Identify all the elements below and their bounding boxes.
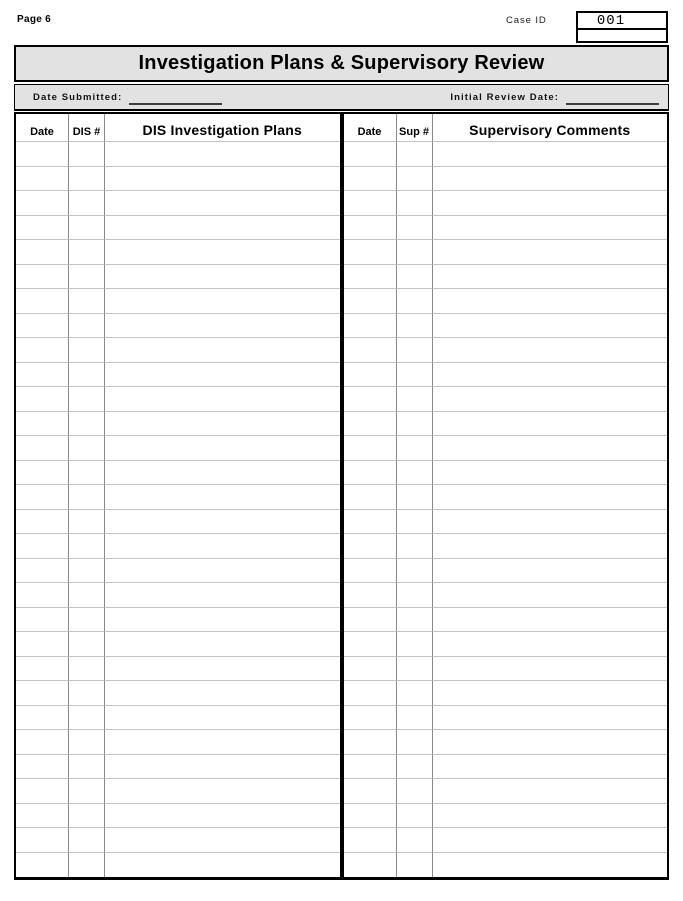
table-cell[interactable] bbox=[69, 412, 105, 437]
table-cell[interactable] bbox=[16, 510, 69, 535]
table-cell[interactable] bbox=[69, 608, 105, 633]
fields-bar bbox=[14, 84, 669, 111]
table-cell[interactable] bbox=[16, 828, 69, 853]
table-cell[interactable] bbox=[433, 412, 668, 437]
table-cell[interactable] bbox=[397, 583, 433, 608]
table-cell[interactable] bbox=[105, 338, 340, 363]
case-id-label: Case ID bbox=[506, 15, 547, 26]
table-cell[interactable] bbox=[16, 240, 69, 265]
table-cell[interactable] bbox=[69, 265, 105, 290]
table-cell[interactable] bbox=[344, 436, 397, 461]
table-cell[interactable] bbox=[433, 583, 668, 608]
table-cell[interactable] bbox=[344, 485, 397, 510]
table-cell[interactable] bbox=[69, 387, 105, 412]
table-cell[interactable] bbox=[69, 191, 105, 216]
table-cell[interactable] bbox=[105, 363, 340, 388]
table-cell[interactable] bbox=[69, 338, 105, 363]
table-cell[interactable] bbox=[433, 559, 668, 584]
table-cell[interactable] bbox=[105, 461, 340, 486]
table-cell[interactable] bbox=[105, 755, 340, 780]
table-cell[interactable] bbox=[69, 240, 105, 265]
table-cell[interactable] bbox=[69, 485, 105, 510]
table-cell[interactable] bbox=[397, 142, 433, 167]
table-cell[interactable] bbox=[397, 436, 433, 461]
table-cell[interactable] bbox=[344, 216, 397, 241]
table-cell[interactable] bbox=[16, 632, 69, 657]
table-cell[interactable] bbox=[69, 216, 105, 241]
table-cell[interactable] bbox=[16, 265, 69, 290]
table-cell[interactable] bbox=[344, 412, 397, 437]
table-cell[interactable] bbox=[433, 363, 668, 388]
table-cell[interactable] bbox=[105, 436, 340, 461]
table-cell[interactable] bbox=[16, 779, 69, 804]
table-cell[interactable] bbox=[344, 804, 397, 829]
initial-review-label: Initial Review Date: bbox=[450, 91, 559, 103]
table-cell[interactable] bbox=[433, 853, 668, 878]
table-cell[interactable] bbox=[344, 314, 397, 339]
table-cell[interactable] bbox=[433, 338, 668, 363]
column-header-dis-investigation-plans: DIS Investigation Plans bbox=[105, 114, 340, 142]
table-cell[interactable] bbox=[344, 289, 397, 314]
table-cell[interactable] bbox=[16, 314, 69, 339]
page-number: Page 6 bbox=[17, 14, 52, 25]
date-submitted-group bbox=[33, 89, 222, 105]
table-cell[interactable] bbox=[105, 730, 340, 755]
table-cell[interactable] bbox=[344, 681, 397, 706]
table-cell[interactable] bbox=[16, 289, 69, 314]
table-cell[interactable] bbox=[433, 240, 668, 265]
table-cell[interactable] bbox=[397, 338, 433, 363]
table-cell[interactable] bbox=[433, 534, 668, 559]
table-cell[interactable] bbox=[433, 804, 668, 829]
table-cell[interactable] bbox=[344, 755, 397, 780]
table-cell[interactable] bbox=[344, 779, 397, 804]
table-cell[interactable] bbox=[397, 657, 433, 682]
table-cell[interactable] bbox=[344, 510, 397, 535]
table-cell[interactable] bbox=[397, 828, 433, 853]
table-cell[interactable] bbox=[16, 167, 69, 192]
table-cell[interactable] bbox=[397, 730, 433, 755]
table-cell[interactable] bbox=[344, 706, 397, 731]
table-cell[interactable] bbox=[105, 853, 340, 878]
table-cell[interactable] bbox=[433, 485, 668, 510]
table-cell[interactable] bbox=[397, 706, 433, 731]
column-header-date-left: Date bbox=[16, 114, 69, 142]
table-cell[interactable] bbox=[105, 804, 340, 829]
table-cell[interactable] bbox=[105, 142, 340, 167]
table-cell[interactable] bbox=[105, 779, 340, 804]
table-cell[interactable] bbox=[69, 289, 105, 314]
table-cell[interactable] bbox=[105, 485, 340, 510]
table-cell[interactable] bbox=[105, 534, 340, 559]
table-cell[interactable] bbox=[433, 167, 668, 192]
table-cell[interactable] bbox=[105, 608, 340, 633]
table-cell[interactable] bbox=[433, 265, 668, 290]
table-cell[interactable] bbox=[344, 828, 397, 853]
table-cell[interactable] bbox=[344, 632, 397, 657]
table-cell[interactable] bbox=[344, 265, 397, 290]
table-cell[interactable] bbox=[16, 412, 69, 437]
table-cell[interactable] bbox=[433, 436, 668, 461]
table-cell[interactable] bbox=[105, 167, 340, 192]
table-cell[interactable] bbox=[397, 534, 433, 559]
table-cell[interactable] bbox=[344, 730, 397, 755]
date-submitted-label: Date Submitted: bbox=[33, 91, 123, 103]
table-cell[interactable] bbox=[16, 216, 69, 241]
table-cell[interactable] bbox=[433, 289, 668, 314]
table-cell[interactable] bbox=[397, 804, 433, 829]
table-cell[interactable] bbox=[105, 265, 340, 290]
table-cell[interactable] bbox=[69, 583, 105, 608]
table-cell[interactable] bbox=[105, 412, 340, 437]
table-cell[interactable] bbox=[16, 461, 69, 486]
table-cell[interactable] bbox=[397, 608, 433, 633]
table-cell[interactable] bbox=[105, 559, 340, 584]
table-cell[interactable] bbox=[433, 387, 668, 412]
table-cell[interactable] bbox=[433, 191, 668, 216]
table-cell[interactable] bbox=[344, 363, 397, 388]
table-cell[interactable] bbox=[344, 657, 397, 682]
initial-review-input-line[interactable] bbox=[566, 94, 659, 105]
table-cell[interactable] bbox=[16, 559, 69, 584]
table-cell[interactable] bbox=[344, 608, 397, 633]
table-cell[interactable] bbox=[69, 510, 105, 535]
table-cell[interactable] bbox=[16, 657, 69, 682]
case-id-value-field[interactable]: 001 bbox=[578, 13, 666, 30]
table-cell[interactable] bbox=[16, 853, 69, 878]
table-cell[interactable] bbox=[16, 485, 69, 510]
supervisory-comments-table bbox=[344, 114, 668, 877]
table-cell[interactable] bbox=[397, 461, 433, 486]
table-cell[interactable] bbox=[433, 608, 668, 633]
table-cell[interactable] bbox=[69, 804, 105, 829]
table-cell[interactable] bbox=[69, 167, 105, 192]
table-cell[interactable] bbox=[397, 755, 433, 780]
table-cell[interactable] bbox=[69, 755, 105, 780]
table-cell[interactable] bbox=[433, 216, 668, 241]
table-cell[interactable] bbox=[16, 436, 69, 461]
column-header-date-right: Date bbox=[344, 114, 397, 142]
table-cell[interactable] bbox=[105, 828, 340, 853]
table-cell[interactable] bbox=[397, 289, 433, 314]
table-cell[interactable] bbox=[397, 412, 433, 437]
table-cell[interactable] bbox=[105, 289, 340, 314]
table-cell[interactable] bbox=[105, 583, 340, 608]
table-cell[interactable] bbox=[433, 681, 668, 706]
investigation-table bbox=[14, 112, 669, 880]
table-cell[interactable] bbox=[433, 779, 668, 804]
table-cell[interactable] bbox=[397, 559, 433, 584]
table-cell[interactable] bbox=[397, 191, 433, 216]
table-cell[interactable] bbox=[105, 681, 340, 706]
table-cell[interactable] bbox=[105, 387, 340, 412]
table-cell[interactable] bbox=[397, 485, 433, 510]
table-cell[interactable] bbox=[105, 706, 340, 731]
table-cell[interactable] bbox=[69, 657, 105, 682]
table-cell[interactable] bbox=[69, 142, 105, 167]
table-cell[interactable] bbox=[344, 387, 397, 412]
table-cell[interactable] bbox=[69, 853, 105, 878]
table-cell[interactable] bbox=[16, 363, 69, 388]
table-cell[interactable] bbox=[433, 755, 668, 780]
table-cell[interactable] bbox=[16, 387, 69, 412]
table-cell[interactable] bbox=[16, 706, 69, 731]
table-cell[interactable] bbox=[16, 804, 69, 829]
table-cell[interactable] bbox=[433, 314, 668, 339]
table-cell[interactable] bbox=[344, 583, 397, 608]
table-cell[interactable] bbox=[344, 142, 397, 167]
table-cell[interactable] bbox=[69, 632, 105, 657]
table-cell[interactable] bbox=[69, 559, 105, 584]
table-cell[interactable] bbox=[397, 265, 433, 290]
table-cell[interactable] bbox=[16, 608, 69, 633]
table-cell[interactable] bbox=[16, 338, 69, 363]
table-cell[interactable] bbox=[397, 167, 433, 192]
table-cell[interactable] bbox=[344, 191, 397, 216]
table-cell[interactable] bbox=[69, 730, 105, 755]
date-submitted-input-line[interactable] bbox=[129, 94, 222, 105]
table-cell[interactable] bbox=[69, 681, 105, 706]
table-cell[interactable] bbox=[397, 853, 433, 878]
table-cell[interactable] bbox=[433, 142, 668, 167]
table-cell[interactable] bbox=[16, 534, 69, 559]
table-cell[interactable] bbox=[433, 730, 668, 755]
form-title: Investigation Plans & Supervisory Review bbox=[14, 45, 669, 82]
table-cell[interactable] bbox=[344, 167, 397, 192]
table-cell[interactable] bbox=[16, 142, 69, 167]
table-cell[interactable] bbox=[344, 338, 397, 363]
table-cell[interactable] bbox=[69, 363, 105, 388]
case-id-box bbox=[576, 11, 668, 43]
table-cell[interactable] bbox=[344, 853, 397, 878]
table-cell[interactable] bbox=[397, 363, 433, 388]
table-cell[interactable] bbox=[69, 436, 105, 461]
table-cell[interactable] bbox=[69, 461, 105, 486]
table-cell[interactable] bbox=[105, 216, 340, 241]
table-cell[interactable] bbox=[16, 583, 69, 608]
table-cell[interactable] bbox=[397, 216, 433, 241]
table-cell[interactable] bbox=[344, 534, 397, 559]
table-cell[interactable] bbox=[16, 191, 69, 216]
table-cell[interactable] bbox=[433, 461, 668, 486]
case-id-secondary-field[interactable] bbox=[578, 30, 666, 41]
table-cell[interactable] bbox=[105, 240, 340, 265]
dis-plans-table bbox=[16, 114, 340, 877]
table-cell[interactable] bbox=[433, 828, 668, 853]
table-cell[interactable] bbox=[105, 632, 340, 657]
table-cell[interactable] bbox=[16, 755, 69, 780]
table-cell[interactable] bbox=[105, 510, 340, 535]
table-cell[interactable] bbox=[397, 387, 433, 412]
column-header-sup-number: Sup # bbox=[397, 114, 433, 142]
table-cell[interactable] bbox=[433, 510, 668, 535]
table-cell[interactable] bbox=[344, 240, 397, 265]
table-cell[interactable] bbox=[433, 657, 668, 682]
table-cell[interactable] bbox=[397, 240, 433, 265]
table-cell[interactable] bbox=[105, 191, 340, 216]
table-cell[interactable] bbox=[397, 632, 433, 657]
table-cell[interactable] bbox=[105, 314, 340, 339]
table-cell[interactable] bbox=[69, 314, 105, 339]
table-cell[interactable] bbox=[397, 510, 433, 535]
table-cell[interactable] bbox=[69, 828, 105, 853]
initial-review-group bbox=[450, 89, 659, 105]
table-cell[interactable] bbox=[69, 706, 105, 731]
column-header-supervisory-comments: Supervisory Comments bbox=[433, 114, 668, 142]
table-cell[interactable] bbox=[16, 681, 69, 706]
table-cell[interactable] bbox=[397, 681, 433, 706]
table-cell[interactable] bbox=[69, 534, 105, 559]
column-header-dis-number: DIS # bbox=[69, 114, 105, 142]
table-cell[interactable] bbox=[344, 461, 397, 486]
table-cell[interactable] bbox=[433, 706, 668, 731]
table-cell[interactable] bbox=[433, 632, 668, 657]
table-cell[interactable] bbox=[397, 779, 433, 804]
table-cell[interactable] bbox=[16, 730, 69, 755]
table-cell[interactable] bbox=[105, 657, 340, 682]
table-cell[interactable] bbox=[344, 559, 397, 584]
table-cell[interactable] bbox=[69, 779, 105, 804]
table-cell[interactable] bbox=[397, 314, 433, 339]
